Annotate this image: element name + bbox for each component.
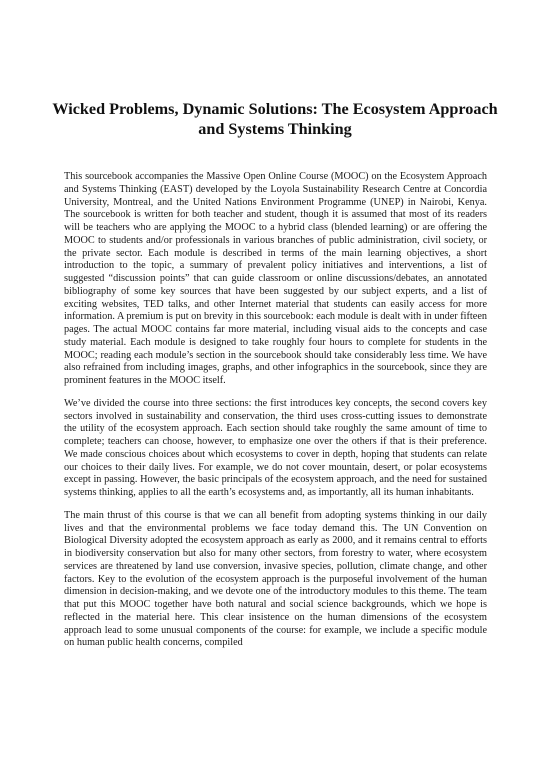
paragraph-3: The main thrust of this course is that we can all benefit from adopting systems thinking in our daily lives and that the environmental problems we face today demand this. The UN Convention on Biological Diversity adopted the ecosystem approach as early as 2000, and it remains central to efforts in biodiversity conservation but also for many other sectors, from forestry to water, where ecosystem services are threatened by land use conversion, invasive species, pollution, climate change, and other factors. Key to the evolution of the ecosystem approach is the purposeful involvement of the human dimension in decision-making, and we devote one of the introductory modules to this theme. The team that put this MOOC together have both natural and social science backgrounds, which we hope is reflected in the material here. This clear insistence on the human dimensions of the ecosystem approach lead to some unusual components of the course: for example, we include a specific module on human public health concerns, compiled [64,509,487,649]
paragraph-2: We’ve divided the course into three sections: the first introduces key concepts, the second covers key sectors involved in sustainability and conservation, the third uses cross-cutting issues to demonstrate the utility of the ecosystem approach. Each section should take roughly the same amount of time to complete; teachers can choose, however, to emphasize one over the others if that is their preference. We made conscious choices about which ecosystems to cover in depth, hoping that students can relate our choices to their daily lives. For example, we do not cover mountain, desert, or polar ecosystems except in passing. However, the basic principals of the ecosystem approach, and the need for sustained systems thinking, applies to all the earth’s ecosystems and, as importantly, all its human inhabitants. [64,397,487,498]
document-title: Wicked Problems, Dynamic Solutions: The Ecosystem Approach and Systems Thinking [52,100,498,138]
paragraph-1: This sourcebook accompanies the Massive Open Online Course (MOOC) on the Ecosystem Approach and Systems Thinking (EAST) developed by the Loyola Sustainability Research Centre at Concordia University, Montreal, and the United Nations Environment Programme (UNEP) in Nairobi, Kenya. The sourcebook is written for both teacher and student, though it is assumed that most of its readers will be teachers who are applying the MOOC to a hybrid class (blended learning) or are offering the MOOC to students and/or professionals in various branches of public administration, civil society, or the private sector. Each module is described in terms of the main learning objectives, a short introduction to the topic, a summary of prevalent policy initiatives and interventions, a list of suggested “discussion points” that can guide classroom or online discussions/debates, an annotated bibliography of some key sources that have been suggested by our subject experts, and a list of exciting websites, TED talks, and other Internet material that students can easily access for more information. A premium is put on brevity in this sourcebook: each module is dealt with in under fifteen pages. The actual MOOC contains far more material, including visual aids to the concepts and case study material. Each module is designed to take roughly four hours to complete for students in the MOOC; reading each module’s section in the sourcebook should take considerably less time. We have also refrained from including images, graphs, and other infographics in the sourcebook, since they are prominent features in the MOOC itself. [64,171,487,386]
document-body [64,171,487,660]
